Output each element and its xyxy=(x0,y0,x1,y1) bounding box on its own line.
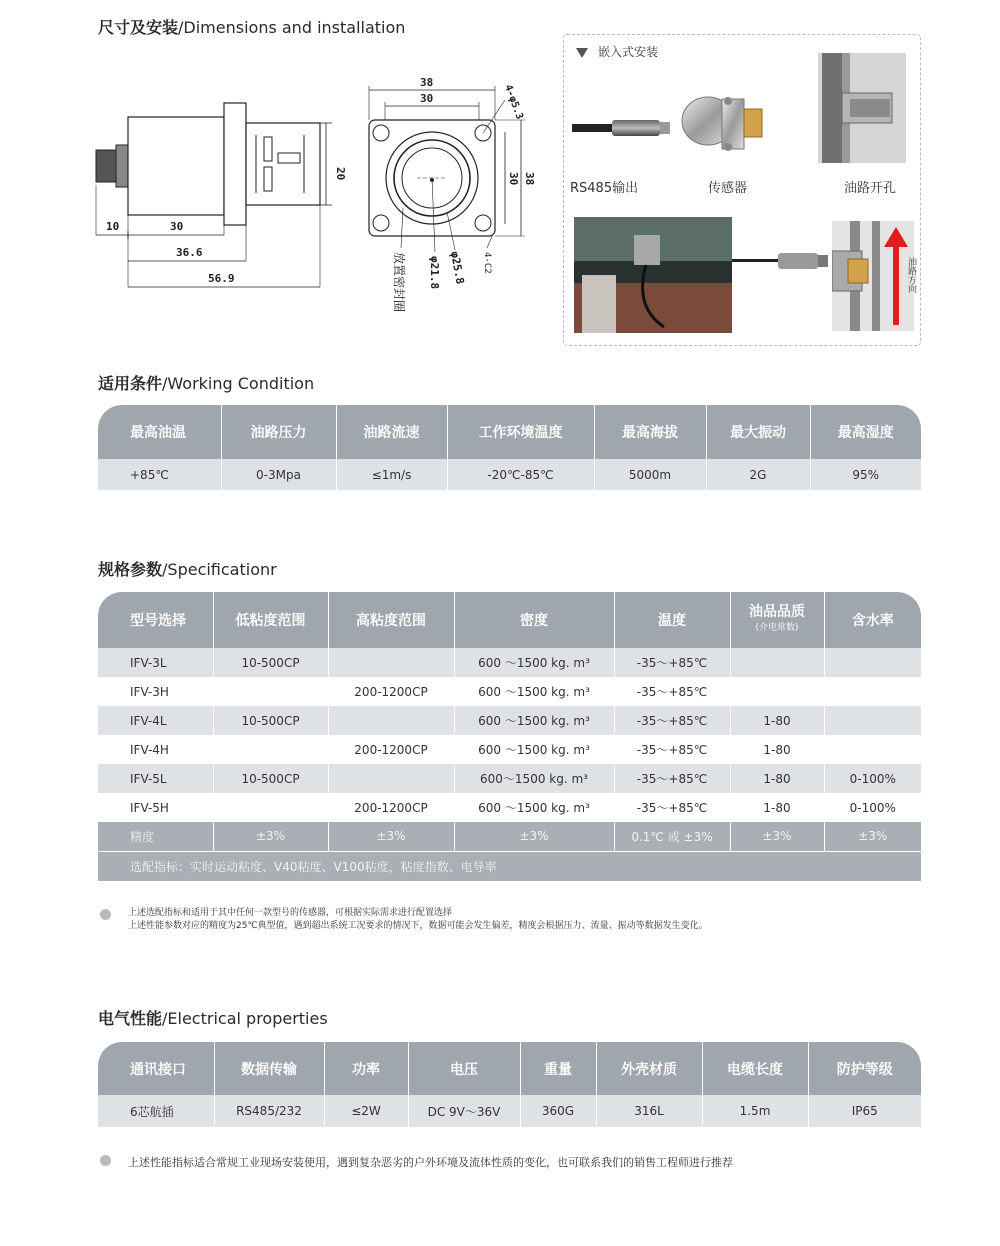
spec-header: 低粘度范围 xyxy=(213,592,328,648)
spec-header-sub: (介电常数) xyxy=(755,623,799,633)
precision-cell: ±3% xyxy=(328,822,454,851)
spec-cell xyxy=(824,706,921,735)
elec-value: DC 9V～36V xyxy=(408,1095,520,1127)
dim-56-9: 56.9 xyxy=(208,272,235,285)
working-value: -20℃-85℃ xyxy=(447,459,594,490)
spec-cell: -35～+85℃ xyxy=(614,793,730,822)
side-view-drawing xyxy=(92,95,352,295)
spec-header: 型号选择 xyxy=(98,592,213,648)
elec-value: IP65 xyxy=(808,1095,921,1127)
elec-header: 功率 xyxy=(324,1042,408,1095)
spec-cell xyxy=(213,677,328,706)
working-header: 最高湿度 xyxy=(837,425,894,441)
spec-cell: 600 ～1500 kg. m³ xyxy=(454,793,614,822)
precision-cell: ±3% xyxy=(454,822,614,851)
elec-header: 外壳材质 xyxy=(596,1042,702,1095)
rs485-caption: RS485输出 xyxy=(570,181,639,196)
spec-cell: 600 ～1500 kg. m³ xyxy=(454,648,614,677)
section-title-cn: 电气性能 xyxy=(98,1009,163,1028)
spec-cell: 1-80 xyxy=(730,764,824,793)
spec-cell: -35～+85℃ xyxy=(614,648,730,677)
elec-value: ≤2W xyxy=(324,1095,408,1127)
spec-cell xyxy=(824,648,921,677)
working-header: 工作环境温度 xyxy=(447,405,594,459)
section-title-cn: 适用条件 xyxy=(98,374,163,393)
spec-cell xyxy=(824,677,921,706)
spec-cell: 10-500CP xyxy=(213,706,328,735)
dim-10: 10 xyxy=(106,220,120,233)
spec-cell xyxy=(328,764,454,793)
spec-header: 含水率 xyxy=(851,613,894,629)
section-title-en: /Working Condition xyxy=(162,374,315,393)
precision-cell: ±3% xyxy=(824,822,921,851)
dim-38-top: 38 xyxy=(420,76,434,89)
working-value: 2G xyxy=(706,459,810,490)
spec-cell: 0-100% xyxy=(824,764,921,793)
spec-cell xyxy=(213,793,328,822)
spec-cell: IFV-3H xyxy=(98,677,213,706)
spec-cell: IFV-5L xyxy=(98,764,213,793)
elec-header: 电缆长度 xyxy=(702,1042,808,1095)
elec-header: 通讯接口 xyxy=(98,1042,214,1095)
installation-photo xyxy=(574,217,732,333)
spec-cell: 1-80 xyxy=(730,706,824,735)
electrical-table xyxy=(98,1042,921,1127)
spec-cell: -35～+85℃ xyxy=(614,764,730,793)
dim-holes: 4-φ5.3 xyxy=(502,83,525,121)
spec-cell: 10-500CP xyxy=(213,764,328,793)
elec-header: 电压 xyxy=(408,1042,520,1095)
note-line-3: 上述性能指标适合常规工业现场安装使用，遇到复杂恶劣的户外环境及流体性质的变化，也可联系我们的销售工程师进行推荐 xyxy=(128,1156,733,1169)
dim-38-right: 38 xyxy=(523,172,536,186)
seal-label: 放置密封圈 xyxy=(392,252,406,313)
pipe-section-image xyxy=(832,221,914,331)
spec-cell: 0-100% xyxy=(824,793,921,822)
options-cell: 选配指标：实时运动粘度、V40粘度、V100粘度，粘度指数、电导率 xyxy=(98,851,921,881)
dim-phi-25-8: φ25.8 xyxy=(448,250,467,286)
spec-cell: 600 ～1500 kg. m³ xyxy=(454,735,614,764)
section-title-en: /Specificationr xyxy=(162,560,277,579)
elec-value: 6芯航插 xyxy=(98,1095,214,1127)
note-bullet-icon xyxy=(100,909,111,920)
spec-cell: 10-500CP xyxy=(213,648,328,677)
cable-connector-image xyxy=(732,245,828,275)
dim-30-top: 30 xyxy=(420,92,434,105)
spec-cell: -35～+85℃ xyxy=(614,706,730,735)
section-title-electrical xyxy=(98,1006,328,1029)
dim-36-6: 36.6 xyxy=(176,246,203,259)
oil-hole-image xyxy=(818,53,906,163)
spec-cell: 600 ～1500 kg. m³ xyxy=(454,677,614,706)
spec-cell: 600～1500 kg. m³ xyxy=(454,764,614,793)
section-title-spec xyxy=(98,557,277,580)
oil-hole-caption: 油路开孔 xyxy=(844,181,897,196)
spec-cell: 600 ～1500 kg. m³ xyxy=(454,706,614,735)
working-value: +85℃ xyxy=(98,459,221,490)
dim-phi-21-8: φ21.8 xyxy=(428,256,441,290)
elec-value: RS485/232 xyxy=(214,1095,324,1127)
elec-header: 数据传输 xyxy=(214,1042,324,1095)
spec-cell: -35～+85℃ xyxy=(614,735,730,764)
note-bullet-icon xyxy=(100,1155,111,1166)
working-header: 最高油温 xyxy=(98,405,221,459)
working-header: 最高海拔 xyxy=(594,405,706,459)
elec-value: 1.5m xyxy=(702,1095,808,1127)
flow-direction-label: 油路方向 xyxy=(906,257,916,293)
sensor-image xyxy=(678,83,770,159)
working-value: 0-3Mpa xyxy=(221,459,336,490)
section-title-dimensions xyxy=(98,15,405,38)
section-title-working xyxy=(98,371,314,394)
precision-cell: 精度 xyxy=(98,822,213,851)
spec-header: 油品品质 xyxy=(749,604,805,620)
installation-heading xyxy=(576,43,658,60)
dim-30: 30 xyxy=(170,220,184,233)
section-title-en: /Electrical properties xyxy=(162,1009,328,1028)
front-view-drawing xyxy=(355,72,545,332)
working-header: 最大振动 xyxy=(706,405,810,459)
dim-20: 20 xyxy=(334,167,347,181)
section-title-cn: 尺寸及安装 xyxy=(98,18,179,37)
installation-title: 嵌入式安装 xyxy=(598,45,659,59)
spec-cell xyxy=(824,735,921,764)
spec-header-quality xyxy=(730,592,824,648)
note-line-2: 上述性能参数对应的精度为25℃典型值，遇到超出系统工况要求的情况下，数据可能会发生偏差，精度会根据压力、流量、振动等数据发生变化。 xyxy=(128,921,708,931)
elec-value: 360G xyxy=(520,1095,596,1127)
elec-value: 316L xyxy=(596,1095,702,1127)
working-header: 油路流速 xyxy=(336,405,447,459)
spec-cell: 1-80 xyxy=(730,735,824,764)
spec-cell: 1-80 xyxy=(730,793,824,822)
spec-cell: IFV-4L xyxy=(98,706,213,735)
spec-header: 高粘度范围 xyxy=(328,592,454,648)
section-title-cn: 规格参数 xyxy=(98,560,163,579)
dim-chamfer: 4-C2 xyxy=(482,252,492,274)
note-line-1: 上述选配指标和适用于其中任何一款型号的传感器，可根据实际需求进行配置选择 xyxy=(128,908,453,918)
spec-header: 密度 xyxy=(454,592,614,648)
spec-cell xyxy=(730,677,824,706)
spec-cell: 200-1200CP xyxy=(328,735,454,764)
spec-cell: IFV-5H xyxy=(98,793,213,822)
installation-panel xyxy=(563,34,921,346)
precision-cell: ±3% xyxy=(213,822,328,851)
spec-cell xyxy=(730,648,824,677)
elec-header: 重量 xyxy=(520,1042,596,1095)
spec-cell: -35～+85℃ xyxy=(614,677,730,706)
section-title-en: /Dimensions and installation xyxy=(178,18,406,37)
dim-30-right: 30 xyxy=(507,172,520,186)
working-header: 油路压力 xyxy=(221,405,336,459)
working-value: ≤1m/s xyxy=(336,459,447,490)
spec-cell: 200-1200CP xyxy=(328,677,454,706)
sensor-caption: 传感器 xyxy=(708,181,748,196)
triangle-down-icon xyxy=(576,48,588,58)
rs485-cable-image xyxy=(572,113,672,143)
spec-cell: IFV-4H xyxy=(98,735,213,764)
spec-cell: 200-1200CP xyxy=(328,793,454,822)
spec-cell xyxy=(213,735,328,764)
specification-table xyxy=(98,592,921,881)
spec-cell xyxy=(328,706,454,735)
working-value: 5000m xyxy=(594,459,706,490)
working-condition-table xyxy=(98,405,921,490)
precision-cell: ±3% xyxy=(730,822,824,851)
precision-cell: 0.1℃ 或 ±3% xyxy=(614,822,730,851)
spec-header: 温度 xyxy=(614,592,730,648)
spec-cell: IFV-3L xyxy=(98,648,213,677)
spec-cell xyxy=(328,648,454,677)
working-value: 95% xyxy=(810,459,921,490)
elec-header: 防护等级 xyxy=(836,1061,893,1078)
